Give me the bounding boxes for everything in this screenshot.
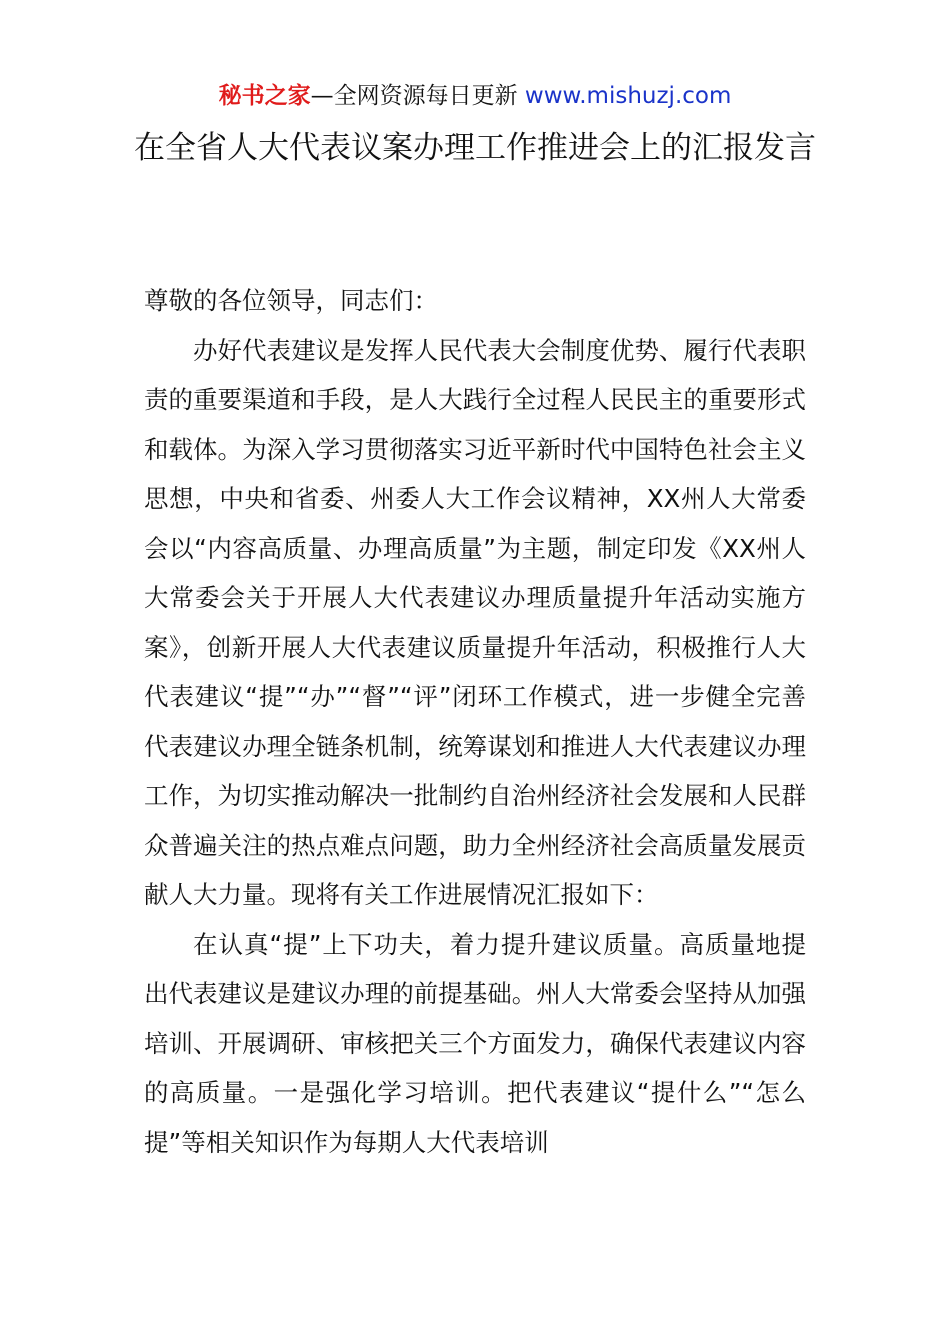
site-name: 秘书之家 [218,83,311,109]
document-title: 在全省人大代表议案办理工作推进会上的汇报发言 [134,130,816,166]
document-body [144,276,806,1167]
body-paragraph: 在认真“提”上下功夫，着力提升建议质量。高质量地提出代表建议是建议办理的前提基础。州人大常委会坚持从加强培训、开展调研、审核把关三个方面发力，确保代表建议内容的高质量。一是强化学习培训。把代表建议“提什么”“怎么提”等相关知识作为每期人大代表培训 [144,929,806,1157]
body-paragraph: 办好代表建议是发挥人民代表大会制度优势、履行代表职责的重要渠道和手段，是人大践行全过程人民民主的重要形式和载体。为深入学习贯彻落实习近平新时代中国特色社会主义思想，中央和省委、州委人大工作会议精神，XX州人大常委会以“内容高质量、办理高质量”为主题，制定印发《XX州人大常委会关于开展人大代表建议办理质量提升年活动实施方案》，创新开展人大代表建议质量提升年活动，积极推行人大代表建议“提”“办”“督”“评”闭环工作模式，进一步健全完善代表建议办理全链条机制，统筹谋划和推进人大代表建议办理工作，为切实推动解决一批制约自治州经济社会发展和人民群众普遍关注的热点难点问题，助力全州经济社会高质量发展贡献人大力量。现将有关工作进展情况汇报如下： [144,335,806,909]
site-banner [0,79,950,113]
site-tagline: —全网资源每日更新 [310,83,525,109]
site-url-link[interactable]: www.mishuzj.com [524,83,732,109]
salutation: 尊敬的各位领导，同志们： [144,286,438,315]
